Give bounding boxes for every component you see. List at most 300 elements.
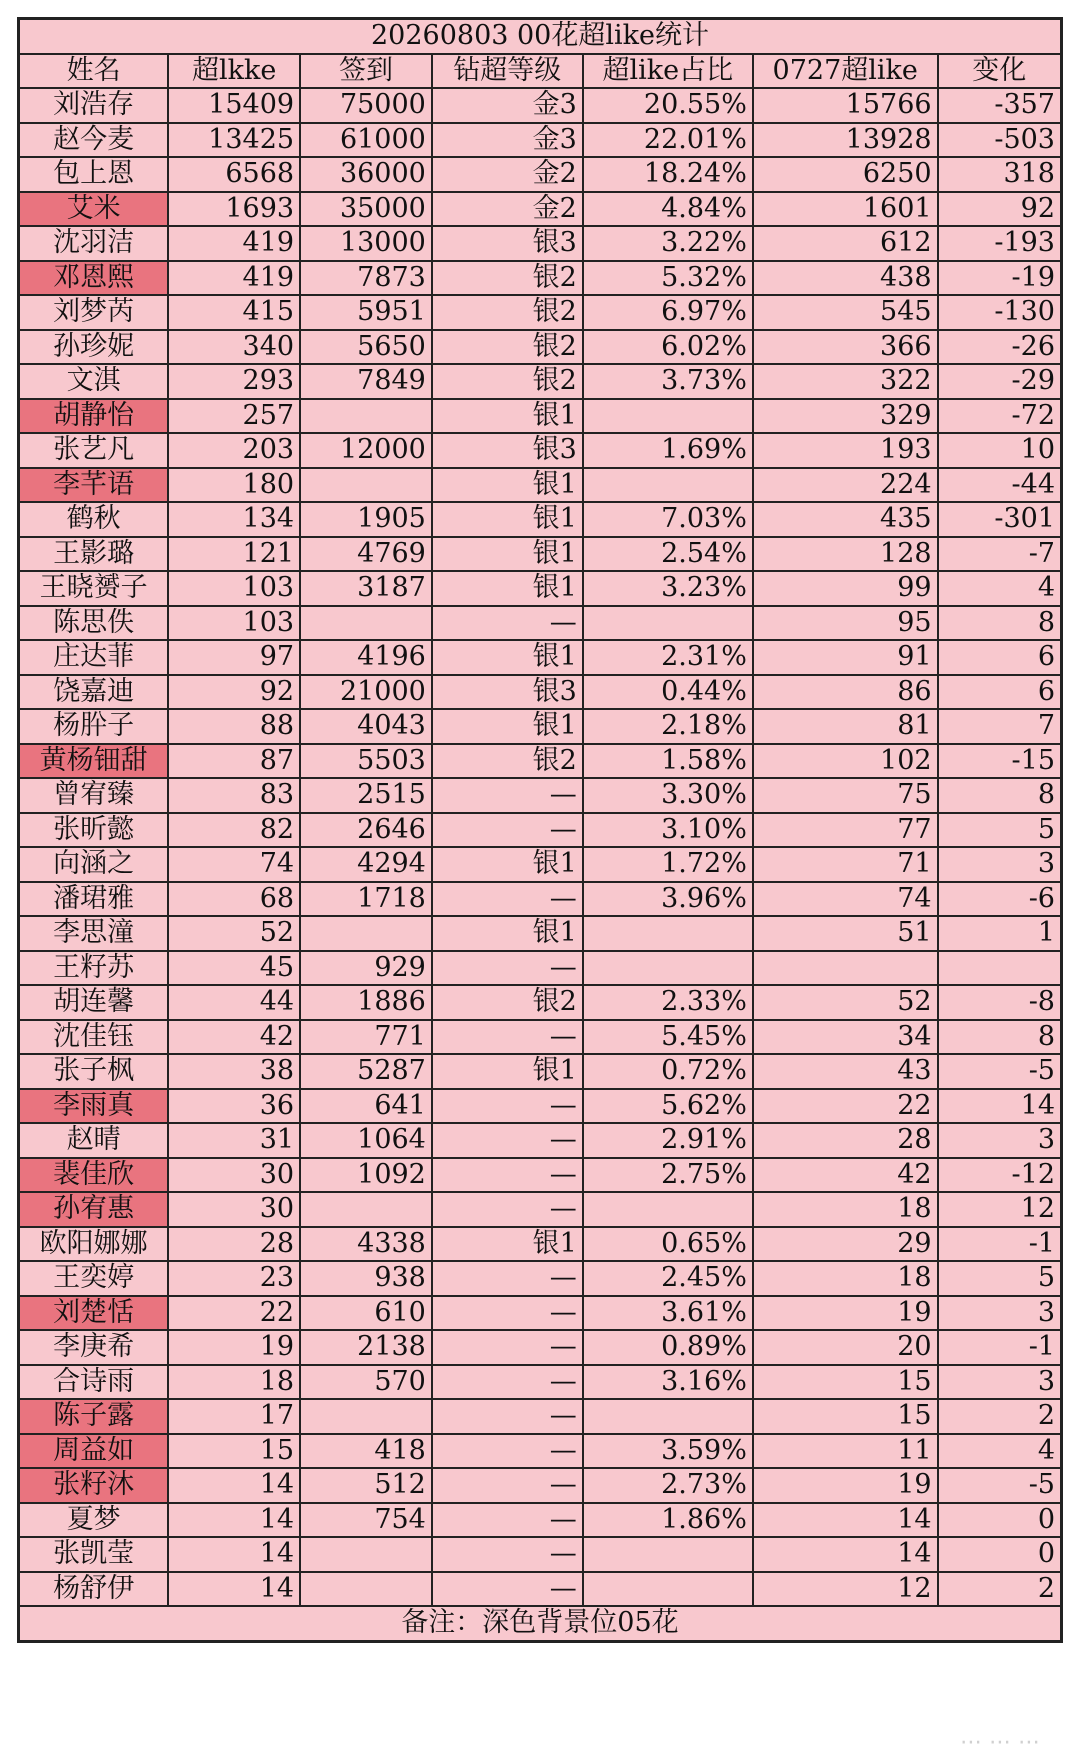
cell-level: — [432,1399,583,1434]
cell-super-like: 38 [168,1054,300,1089]
cell-checkin: 3187 [300,571,432,606]
cell-change: 6 [938,675,1062,710]
cell-ratio: 1.72% [583,847,753,882]
cell-super-like: 92 [168,675,300,710]
cell-super-like: 74 [168,847,300,882]
cell-super-like: 419 [168,226,300,261]
cell-level: — [432,1020,583,1055]
cell-level: — [432,1572,583,1607]
cell-name: 李雨真 [19,1089,169,1124]
cell-name: 孙珍妮 [19,330,169,365]
cell-checkin [300,916,432,951]
cell-level: — [432,606,583,641]
cell-checkin [300,399,432,434]
header-prev-super-like: 0727超like [753,54,938,89]
cell-ratio: 3.30% [583,778,753,813]
cell-ratio: 2.18% [583,709,753,744]
cell-super-like: 42 [168,1020,300,1055]
cell-super-like: 83 [168,778,300,813]
cell-prev-super-like: 22 [753,1089,938,1124]
table-title: 20260803 00花超like统计 [19,19,1062,54]
cell-name: 张凯莹 [19,1537,169,1572]
cell-prev-super-like: 52 [753,985,938,1020]
cell-checkin: 754 [300,1503,432,1538]
cell-checkin: 4196 [300,640,432,675]
cell-prev-super-like: 329 [753,399,938,434]
cell-change: -503 [938,123,1062,158]
cell-checkin: 512 [300,1468,432,1503]
cell-prev-super-like: 28 [753,1123,938,1158]
cell-level: 银1 [432,1054,583,1089]
cell-ratio: 3.22% [583,226,753,261]
table-row [19,951,1062,986]
cell-change: -193 [938,226,1062,261]
table-row [19,399,1062,434]
cell-level: — [432,1365,583,1400]
cell-super-like: 419 [168,261,300,296]
cell-level: 银1 [432,537,583,572]
cell-super-like: 44 [168,985,300,1020]
cell-checkin: 21000 [300,675,432,710]
cell-super-like: 17 [168,1399,300,1434]
header-super-like: 超lkke [168,54,300,89]
cell-ratio: 3.96% [583,882,753,917]
cell-change: 14 [938,1089,1062,1124]
cell-change: -301 [938,502,1062,537]
cell-super-like: 415 [168,295,300,330]
cell-level: — [432,951,583,986]
cell-level: — [432,1158,583,1193]
cell-level: 银2 [432,985,583,1020]
cell-name: 陈子露 [19,1399,169,1434]
cell-change: 2 [938,1572,1062,1607]
cell-checkin: 5951 [300,295,432,330]
cell-prev-super-like: 75 [753,778,938,813]
cell-checkin: 36000 [300,157,432,192]
cell-super-like: 340 [168,330,300,365]
cell-change: -357 [938,88,1062,123]
cell-ratio: 0.72% [583,1054,753,1089]
table-row [19,640,1062,675]
cell-checkin: 61000 [300,123,432,158]
cell-checkin: 610 [300,1296,432,1331]
cell-name: 艾米 [19,192,169,227]
watermark: ⋯ ⋯ ⋯ [960,1730,1040,1755]
cell-ratio: 1.86% [583,1503,753,1538]
cell-change: -19 [938,261,1062,296]
cell-ratio [583,1537,753,1572]
cell-level: 银1 [432,709,583,744]
cell-ratio: 0.89% [583,1330,753,1365]
table-row [19,1192,1062,1227]
cell-change [938,951,1062,986]
cell-ratio [583,468,753,503]
cell-level: 银1 [432,1227,583,1262]
cell-level: — [432,1503,583,1538]
cell-name: 王奕婷 [19,1261,169,1296]
cell-prev-super-like: 438 [753,261,938,296]
cell-name: 向涵之 [19,847,169,882]
table-row [19,537,1062,572]
cell-super-like: 14 [168,1572,300,1607]
header-level: 钻超等级 [432,54,583,89]
cell-ratio: 2.31% [583,640,753,675]
cell-prev-super-like: 34 [753,1020,938,1055]
header-ratio: 超like占比 [583,54,753,89]
cell-checkin: 2646 [300,813,432,848]
cell-name: 张籽沐 [19,1468,169,1503]
table-row [19,1123,1062,1158]
cell-prev-super-like: 29 [753,1227,938,1262]
cell-super-like: 14 [168,1537,300,1572]
cell-prev-super-like: 18 [753,1192,938,1227]
cell-checkin: 1905 [300,502,432,537]
cell-name: 潘珺雅 [19,882,169,917]
table-row [19,571,1062,606]
cell-ratio [583,951,753,986]
cell-name: 沈佳钰 [19,1020,169,1055]
cell-level: 银2 [432,261,583,296]
cell-level: — [432,813,583,848]
cell-prev-super-like: 71 [753,847,938,882]
cell-checkin: 7873 [300,261,432,296]
table-row [19,813,1062,848]
cell-change: -7 [938,537,1062,572]
cell-checkin: 1064 [300,1123,432,1158]
cell-change: 8 [938,606,1062,641]
cell-change: 0 [938,1503,1062,1538]
cell-level: 金2 [432,192,583,227]
cell-prev-super-like: 19 [753,1296,938,1331]
table-row [19,1020,1062,1055]
cell-super-like: 19 [168,1330,300,1365]
cell-checkin: 4294 [300,847,432,882]
cell-super-like: 30 [168,1158,300,1193]
cell-prev-super-like: 43 [753,1054,938,1089]
cell-super-like: 6568 [168,157,300,192]
cell-prev-super-like: 128 [753,537,938,572]
cell-change: 7 [938,709,1062,744]
cell-super-like: 15 [168,1434,300,1469]
cell-ratio: 3.73% [583,364,753,399]
cell-checkin: 641 [300,1089,432,1124]
cell-level: 金3 [432,88,583,123]
table-row [19,1261,1062,1296]
cell-name: 包上恩 [19,157,169,192]
cell-name: 沈羽洁 [19,226,169,261]
cell-change: 1 [938,916,1062,951]
cell-ratio: 6.97% [583,295,753,330]
cell-level: 金3 [432,123,583,158]
cell-super-like: 1693 [168,192,300,227]
cell-prev-super-like: 545 [753,295,938,330]
cell-prev-super-like: 81 [753,709,938,744]
cell-ratio: 4.84% [583,192,753,227]
cell-prev-super-like: 1601 [753,192,938,227]
cell-prev-super-like: 322 [753,364,938,399]
cell-checkin: 570 [300,1365,432,1400]
table-row [19,1296,1062,1331]
table-row [19,468,1062,503]
cell-super-like: 134 [168,502,300,537]
cell-name: 李思潼 [19,916,169,951]
cell-prev-super-like: 77 [753,813,938,848]
cell-ratio: 3.59% [583,1434,753,1469]
cell-change: -130 [938,295,1062,330]
table-row [19,1572,1062,1607]
table-row [19,606,1062,641]
cell-ratio: 2.45% [583,1261,753,1296]
cell-prev-super-like: 18 [753,1261,938,1296]
cell-checkin [300,468,432,503]
cell-change: 10 [938,433,1062,468]
cell-checkin: 4769 [300,537,432,572]
cell-super-like: 52 [168,916,300,951]
cell-level: 银2 [432,744,583,779]
cell-change: -1 [938,1330,1062,1365]
cell-name: 杨肸子 [19,709,169,744]
cell-name: 庄达菲 [19,640,169,675]
cell-prev-super-like: 366 [753,330,938,365]
cell-checkin: 2138 [300,1330,432,1365]
cell-level: 银2 [432,364,583,399]
cell-change: -8 [938,985,1062,1020]
cell-change: -6 [938,882,1062,917]
cell-level: 银2 [432,330,583,365]
cell-checkin: 7849 [300,364,432,399]
cell-prev-super-like: 13928 [753,123,938,158]
table-row [19,744,1062,779]
cell-level: 银1 [432,399,583,434]
cell-checkin [300,1192,432,1227]
cell-name: 陈思佚 [19,606,169,641]
cell-change: 5 [938,813,1062,848]
table-row [19,1537,1062,1572]
cell-prev-super-like: 91 [753,640,938,675]
table-row [19,1330,1062,1365]
cell-name: 李芊语 [19,468,169,503]
cell-ratio: 2.75% [583,1158,753,1193]
cell-change: 12 [938,1192,1062,1227]
cell-name: 文淇 [19,364,169,399]
cell-name: 裴佳欣 [19,1158,169,1193]
cell-prev-super-like: 15766 [753,88,938,123]
cell-ratio: 7.03% [583,502,753,537]
cell-change: -26 [938,330,1062,365]
cell-ratio: 22.01% [583,123,753,158]
cell-level: — [432,882,583,917]
cell-checkin [300,1572,432,1607]
cell-name: 孙宥惠 [19,1192,169,1227]
cell-checkin [300,606,432,641]
cell-prev-super-like: 51 [753,916,938,951]
cell-name: 黄杨钿甜 [19,744,169,779]
table-row [19,192,1062,227]
cell-checkin: 2515 [300,778,432,813]
cell-super-like: 293 [168,364,300,399]
cell-change: 2 [938,1399,1062,1434]
cell-change: 3 [938,847,1062,882]
cell-name: 张艺凡 [19,433,169,468]
table-row [19,433,1062,468]
cell-name: 欧阳娜娜 [19,1227,169,1262]
cell-name: 张子枫 [19,1054,169,1089]
cell-prev-super-like: 20 [753,1330,938,1365]
cell-name: 赵今麦 [19,123,169,158]
table-row [19,778,1062,813]
table-row [19,675,1062,710]
cell-change: 92 [938,192,1062,227]
cell-name: 王晓赟子 [19,571,169,606]
table-row [19,123,1062,158]
cell-checkin: 4338 [300,1227,432,1262]
table-row [19,88,1062,123]
cell-prev-super-like: 224 [753,468,938,503]
cell-ratio: 3.61% [583,1296,753,1331]
cell-super-like: 14 [168,1503,300,1538]
table-row [19,1158,1062,1193]
cell-super-like: 257 [168,399,300,434]
cell-name: 刘浩存 [19,88,169,123]
cell-change: 8 [938,1020,1062,1055]
cell-prev-super-like: 99 [753,571,938,606]
cell-ratio: 3.23% [583,571,753,606]
cell-super-like: 15409 [168,88,300,123]
cell-level: 银1 [432,847,583,882]
cell-prev-super-like: 95 [753,606,938,641]
cell-prev-super-like: 42 [753,1158,938,1193]
cell-ratio: 0.65% [583,1227,753,1262]
cell-name: 胡静怡 [19,399,169,434]
cell-name: 胡连馨 [19,985,169,1020]
cell-level: 银1 [432,468,583,503]
table-row [19,1503,1062,1538]
table-row [19,330,1062,365]
cell-ratio: 6.02% [583,330,753,365]
cell-checkin: 35000 [300,192,432,227]
table-body [19,88,1062,1606]
header-change: 变化 [938,54,1062,89]
cell-prev-super-like: 14 [753,1537,938,1572]
cell-checkin: 4043 [300,709,432,744]
cell-ratio: 2.91% [583,1123,753,1158]
cell-prev-super-like: 19 [753,1468,938,1503]
cell-super-like: 14 [168,1468,300,1503]
cell-ratio [583,1192,753,1227]
table-row [19,847,1062,882]
cell-ratio: 1.69% [583,433,753,468]
cell-ratio: 5.45% [583,1020,753,1055]
table-row [19,1089,1062,1124]
cell-level: 银2 [432,295,583,330]
cell-ratio: 1.58% [583,744,753,779]
cell-name: 王影璐 [19,537,169,572]
table-row [19,1399,1062,1434]
table-row [19,364,1062,399]
cell-level: — [432,1434,583,1469]
cell-super-like: 68 [168,882,300,917]
table-row [19,882,1062,917]
cell-prev-super-like: 435 [753,502,938,537]
cell-change: 4 [938,571,1062,606]
cell-ratio: 2.33% [583,985,753,1020]
cell-prev-super-like: 11 [753,1434,938,1469]
cell-change: -12 [938,1158,1062,1193]
cell-change: 3 [938,1296,1062,1331]
cell-checkin: 5287 [300,1054,432,1089]
cell-prev-super-like: 6250 [753,157,938,192]
cell-level: — [432,1192,583,1227]
cell-change: -15 [938,744,1062,779]
table-row [19,916,1062,951]
cell-name: 刘梦芮 [19,295,169,330]
cell-change: 0 [938,1537,1062,1572]
header-name: 姓名 [19,54,169,89]
cell-ratio: 18.24% [583,157,753,192]
cell-ratio: 3.10% [583,813,753,848]
cell-super-like: 103 [168,606,300,641]
cell-ratio: 2.73% [583,1468,753,1503]
cell-change: -29 [938,364,1062,399]
cell-checkin: 1092 [300,1158,432,1193]
cell-checkin: 938 [300,1261,432,1296]
cell-level: — [432,1261,583,1296]
table-row [19,261,1062,296]
table-row [19,1434,1062,1469]
stats-table [17,17,1063,1643]
table-row [19,157,1062,192]
cell-prev-super-like: 12 [753,1572,938,1607]
cell-super-like: 36 [168,1089,300,1124]
cell-super-like: 13425 [168,123,300,158]
cell-ratio: 2.54% [583,537,753,572]
table-row [19,1365,1062,1400]
cell-super-like: 45 [168,951,300,986]
table-footer-note: 备注：深色背景位05花 [19,1606,1062,1641]
cell-name: 周益如 [19,1434,169,1469]
cell-super-like: 22 [168,1296,300,1331]
cell-level: 银1 [432,640,583,675]
cell-checkin: 929 [300,951,432,986]
cell-prev-super-like [753,951,938,986]
cell-super-like: 87 [168,744,300,779]
table-row [19,985,1062,1020]
cell-prev-super-like: 86 [753,675,938,710]
cell-level: — [432,1537,583,1572]
cell-super-like: 31 [168,1123,300,1158]
cell-level: — [432,1330,583,1365]
cell-ratio: 5.32% [583,261,753,296]
cell-checkin: 13000 [300,226,432,261]
cell-level: 银3 [432,433,583,468]
table-row [19,502,1062,537]
cell-change: -44 [938,468,1062,503]
cell-name: 刘楚恬 [19,1296,169,1331]
cell-change: -72 [938,399,1062,434]
cell-checkin: 5650 [300,330,432,365]
cell-level: 金2 [432,157,583,192]
cell-checkin: 771 [300,1020,432,1055]
cell-ratio [583,916,753,951]
cell-level: — [432,1123,583,1158]
cell-change: 318 [938,157,1062,192]
cell-ratio: 5.62% [583,1089,753,1124]
table-row [19,1054,1062,1089]
cell-super-like: 28 [168,1227,300,1262]
cell-name: 张昕懿 [19,813,169,848]
cell-checkin: 75000 [300,88,432,123]
cell-checkin: 1886 [300,985,432,1020]
